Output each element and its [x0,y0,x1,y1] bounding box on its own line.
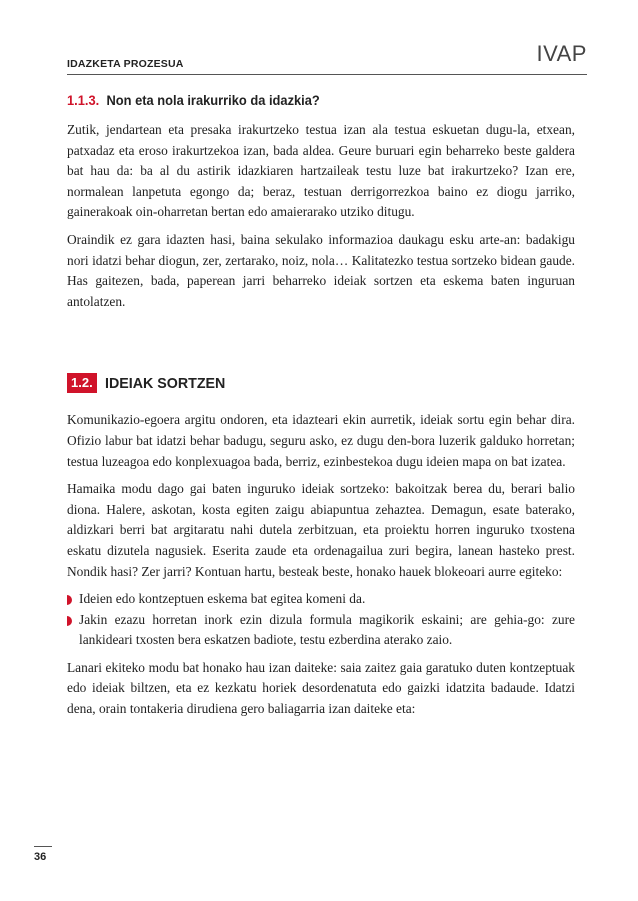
bullet-icon [67,616,72,626]
section-number-badge: 1.2. [67,373,97,393]
list-item-text: Ideien edo kontzeptuen eskema bat egitea komeni da. [79,591,366,607]
paragraph: Hamaika modu dago gai baten inguruko ideiak sortzeko: bakoitzak berea du, berari balio diona. Halere, askotan, kosta egiten zaigu abiapuntua zehaztea. Demagun, esate baterako, aldizkari berri bat argitaratu nahi dutela zerbitzuan, eta proiektu horren inguruko txostena eskatu dizutela nagusiek. Eserita zaude eta ordenagailua zuri begira, lanean hasteko prest. Nondik hasi? Zer jarri? Kontuan hartu, besteak beste, honako hauek blokeoari aurre egiteko: [67,481,575,579]
paragraph: Oraindik ez gara idazten hasi, baina sekulako informazioa daukagu esku arte-an: badakigu nori idatzi behar diogun, zer, zertarako, noiz, nola… Kalitatezko testua sortzeko bidean gaude. Has gaitezen, bada, paperean jarri beharreko ideiak sortzen eta eskema baten inguruan antolatzen. [67,231,575,309]
running-header-title: IDAZKETA PROZESUA [67,58,184,70]
ivap-logo: IVAP [536,41,587,66]
page-content [67,92,575,727]
list-item-text: Jakin ezazu horretan inork ezin dizula formula magikorik eskaini; are gehia-go: zure lankideari txosten bera eskatzen badiote, testu ezberdina aterako zaio. [79,611,575,648]
paragraph: Lanari ekiteko modu bat honako hau izan daiteke: saia zaitez gaia garatuko duten kontzeptuak edo ideiak biltzen, eta ez kezkatu horiek desordenatuta edo gaizki idatzita badaude. Idatzi dena, orain tontakeria dirudiena gero baliagarria izan daiteke eta: [67,659,575,717]
page-number: 36 [34,851,47,863]
header-divider [67,74,587,75]
list-item [67,610,575,651]
list-item [67,589,575,610]
bullet-list [67,589,575,651]
bullet-icon [67,595,72,605]
subsection-heading [67,92,534,108]
subsection-number: 1.1.3. [67,92,100,108]
section-title: IDEIAK SORTZEN [104,374,226,392]
subsection-title: Non eta nola irakurriko da idazkia? [106,92,320,108]
paragraph: Komunikazio-egoera argitu ondoren, eta idazteari ekin aurretik, ideiak sortu egin behar dira. Ofizio labur bat idatzi behar badugu, seguru asko, ez dugu den-bora luzerik galduko horretan; testua luzeagoa edo konplexuagoa bada, berriz, ezinbestekoa dugu ideien mapa on bat izatea. [67,412,575,469]
page-header [67,38,587,70]
section-heading [67,373,575,393]
footer-divider [34,846,52,847]
paragraph: Zutik, jendartean eta presaka irakurtzeko testua izan ala testua eskuetan dugu-la, etxean, patxadaz eta eroso irakurtzekoa izan, bada aldea. Geure buruari egin beharreko beste galdera bat hau da: ba al du astirik idazkiaren hartzaileak testu luze bat irakurtzeko? Izan ere, normalean lanpetuta egongo da; beraz, testuan derrigorrezkoa baino ez diogu jarriko, gainerakoak oin-oharretan bertan edo amaierarako utziko ditugu. [67,122,575,220]
